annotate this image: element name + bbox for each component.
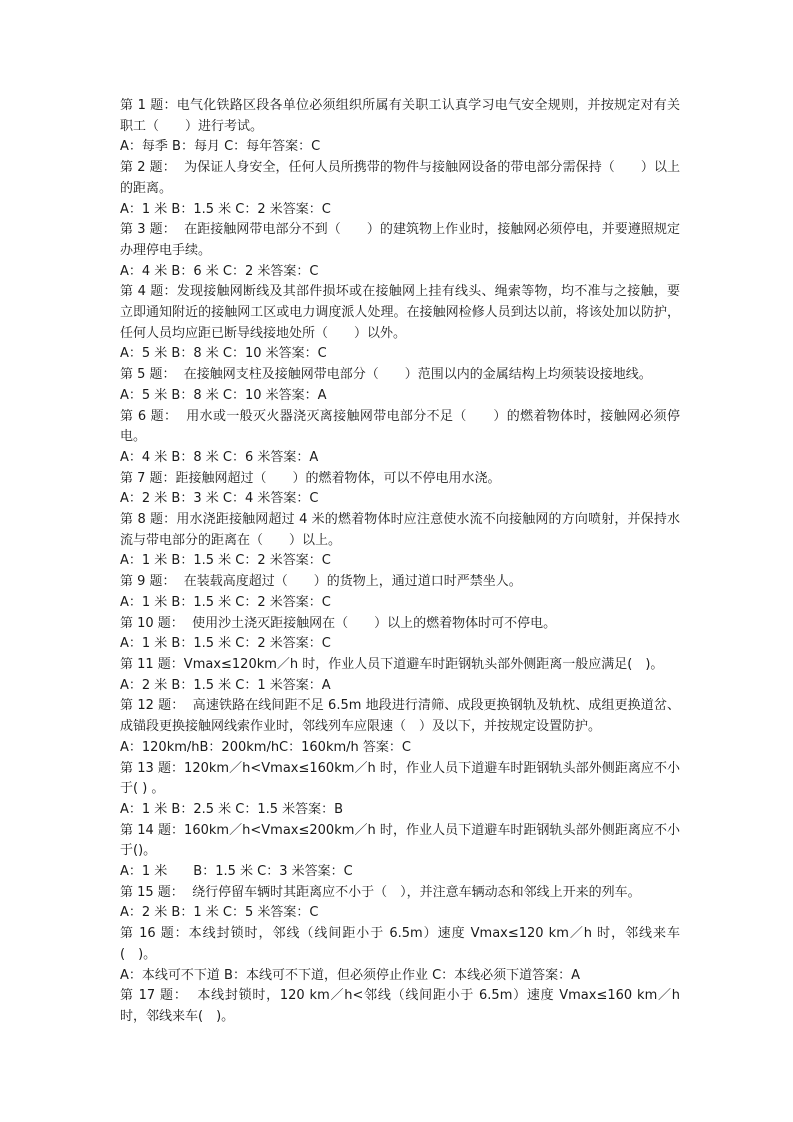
question-text: 第 8 题：用水浇距接触网超过 4 米的燃着物体时应注意使水流不向接触网的方向喷射，并保持水流与带电部分的距离在（ ）以上。 (120, 512, 680, 548)
question-text: 第 11 题：Vmax≤120km／h 时，作业人员下道避车时距钢轨头部外侧距离一般应满足( )。 (120, 656, 664, 672)
question-text: 第 13 题：120km／h<Vmax≤160km／h 时，作业人员下道避车时距钢轨头部外侧距离应不小于( ) 。 (120, 760, 680, 797)
question-text: 第 16 题：本线封锁时，邻线（线间距小于 6.5m）速度 Vmax≤120 km／h 时，邻线来车( )。 (120, 926, 680, 962)
question-block-6 (120, 407, 680, 469)
question-block-1 (120, 96, 680, 158)
answer-options: A：120km/hB：200km/hC：160km/h 答案：C (120, 739, 411, 755)
answer-options: A：1 米 B：2.5 米 C：1.5 米答案：B (120, 801, 344, 817)
question-block-17 (120, 986, 685, 1027)
answer-options: A：2 米 B：1 米 C：5 米答案：C (120, 905, 319, 921)
question-text: 第 12 题： 高速铁路在线间距不足 6.5m 地段进行清筛、成段更换钢轨及轨枕、成组更换道岔、成锚段更换接触网线索作业时，邻线列车应限速（ ）及以下，并按规定设置防护。 (120, 698, 680, 735)
answer-options: A：4 米 B：6 米 C：2 米答案：C (120, 263, 319, 279)
question-text: 第 4 题：发现接触网断线及其部件损坏或在接触网上挂有线头、绳索等物，均不准与之接触，要立即通知附近的接触网工区或电力调度派人处理。在接触网检修人员到达以前，将该处加以防护，任何人员均应距已断导线接地处所（ ）以外。 (120, 284, 680, 341)
answer-options: A：本线可不下道 B：本线可不下道，但必须停止作业 C：本线必须下道答案：A (120, 967, 581, 983)
answer-options: A：每季 B：每月 C：每年答案：C (120, 139, 321, 155)
answer-options: A：1 米 B：1.5 米 C：2 米答案：C (120, 594, 331, 610)
question-text: 第 2 题： 为保证人身安全，任何人员所携带的物件与接触网设备的带电部分需保持（ ）以上的距离。 (120, 160, 680, 196)
question-block-12 (120, 696, 680, 758)
question-block-4 (120, 282, 680, 365)
question-block-5 (120, 365, 680, 406)
question-text: 第 9 题： 在装载高度超过（ ）的货物上，通过道口时严禁坐人。 (120, 574, 522, 590)
question-block-13 (120, 759, 680, 821)
answer-options: A：1 米 B：1.5 米 C：2 米答案：C (120, 636, 331, 652)
question-block-2 (120, 158, 680, 220)
question-block-11 (120, 655, 680, 696)
question-block-10 (120, 614, 680, 655)
question-block-9 (120, 572, 680, 613)
question-text: 第 3 题： 在距接触网带电部分不到（ ）的建筑物上作业时，接触网必须停电，并要遵照规定办理停电手续。 (120, 222, 680, 258)
answer-options: A：1 米 B：1.5 米 C：2 米答案：C (120, 201, 331, 217)
question-text: 第 17 题： 本线封锁时，120 km／h<邻线（线间距小于 6.5m）速度 Vmax≤160 km／h 时，邻线来车( )。 (120, 988, 685, 1024)
answer-options: A：4 米 B：8 米 C：6 米答案：A (120, 449, 319, 465)
answer-options: A：2 米 B：3 米 C：4 米答案：C (120, 491, 319, 507)
answer-options: A：1 米 B：1.5 米 C：3 米答案：C (120, 864, 353, 880)
question-block-8 (120, 510, 680, 572)
question-document (120, 96, 685, 1028)
question-text: 第 1 题：电气化铁路区段各单位必须组织所属有关职工认真学习电气安全规则，并按规定对有关职工（ ）进行考试。 (120, 98, 680, 134)
answer-options: A：5 米 B：8 米 C：10 米答案：A (120, 387, 327, 403)
question-text: 第 6 题： 用水或一般灭火器浇灭离接触网带电部分不足（ ）的燃着物体时，接触网必须停电。 (120, 408, 680, 445)
question-text: 第 5 题： 在接触网支柱及接触网带电部分（ ）范围以内的金属结构上均须装设接地线。 (120, 367, 652, 383)
question-text: 第 15 题： 绕行停留车辆时其距离应不小于（ ），并注意车辆动态和邻线上开来的列车。 (120, 884, 641, 900)
question-block-15 (120, 883, 680, 924)
question-text: 第 10 题： 使用沙土浇灭距接触网在（ ）以上的燃着物体时可不停电。 (120, 615, 557, 631)
answer-options: A：1 米 B：1.5 米 C：2 米答案：C (120, 553, 331, 569)
question-text: 第 7 题：距接触网超过（ ）的燃着物体，可以不停电用水浇。 (120, 470, 501, 486)
question-block-14 (120, 821, 680, 883)
answer-options: A：2 米 B：1.5 米 C：1 米答案：A (120, 677, 331, 693)
question-block-7 (120, 469, 680, 510)
answer-options: A：5 米 B：8 米 C：10 米答案：C (120, 346, 327, 362)
question-text: 第 14 题：160km／h<Vmax≤200km／h 时，作业人员下道避车时距钢轨头部外侧距离应不小于()。 (120, 822, 680, 859)
question-block-3 (120, 220, 680, 282)
question-block-16 (120, 924, 680, 986)
